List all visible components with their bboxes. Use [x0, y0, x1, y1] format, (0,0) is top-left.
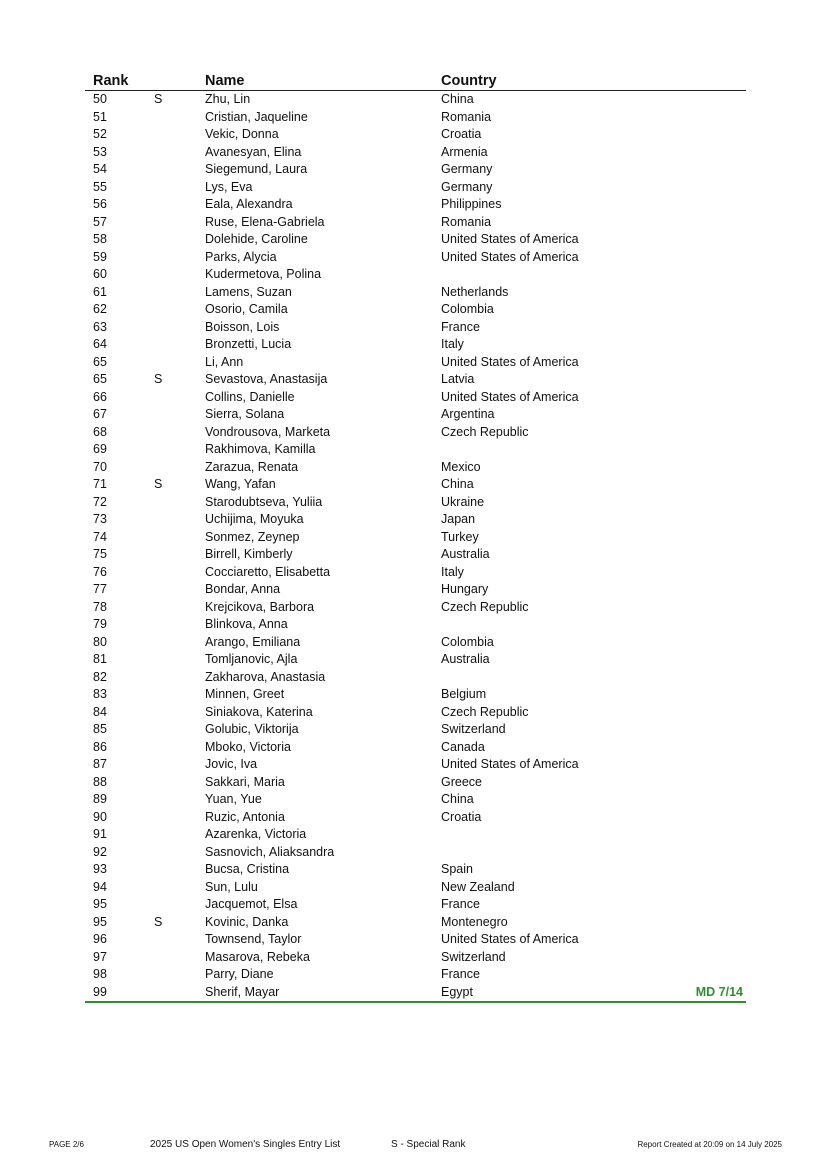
- rank-cell: 74: [93, 529, 107, 544]
- player-name-cell: Sherif, Mayar: [205, 984, 280, 999]
- table-row: [85, 739, 746, 757]
- rank-cell: 66: [93, 389, 107, 404]
- rank-cell: 64: [93, 337, 107, 351]
- table-row: [85, 686, 746, 704]
- table-row: [85, 231, 746, 249]
- country-cell: China: [441, 477, 474, 491]
- table-row: [85, 109, 746, 127]
- player-name-cell: Vondrousova, Marketa: [205, 424, 331, 439]
- special-rank-flag: S: [154, 477, 163, 491]
- country-cell: Mexico: [441, 459, 481, 474]
- rank-cell: 58: [93, 232, 107, 246]
- country-cell: Switzerland: [441, 722, 506, 736]
- table-body: [85, 91, 746, 1003]
- player-name-cell: Lys, Eva: [205, 179, 253, 194]
- table-row: [85, 494, 746, 512]
- country-cell: Montenegro: [441, 914, 508, 929]
- rank-cell: 51: [93, 109, 107, 124]
- country-cell: Philippines: [441, 197, 502, 211]
- player-name-cell: Cristian, Jaqueline: [205, 109, 308, 124]
- table-row: [85, 424, 746, 442]
- table-row: [85, 91, 746, 109]
- country-cell: Greece: [441, 774, 482, 789]
- table-row: [85, 389, 746, 407]
- table-row: [85, 196, 746, 214]
- rank-cell: 70: [93, 459, 107, 474]
- player-name-cell: Zakharova, Anastasia: [205, 669, 326, 684]
- player-name-cell: Siniakova, Katerina: [205, 704, 313, 719]
- table-row: [85, 879, 746, 897]
- country-cell: Turkey: [441, 529, 479, 544]
- player-name-cell: Osorio, Camila: [205, 302, 288, 316]
- table-row: [85, 301, 746, 319]
- table-row: [85, 861, 746, 879]
- player-name-cell: Sierra, Solana: [205, 407, 285, 421]
- rank-cell: 56: [93, 197, 107, 211]
- player-name-cell: Parks, Alycia: [205, 249, 277, 264]
- table-row: [85, 214, 746, 232]
- table-row: [85, 546, 746, 564]
- country-cell: United States of America: [441, 354, 579, 369]
- country-cell: Czech Republic: [441, 599, 529, 614]
- rank-cell: 76: [93, 564, 107, 579]
- player-name-cell: Birrell, Kimberly: [205, 547, 293, 561]
- player-name-cell: Wang, Yafan: [205, 477, 276, 491]
- country-cell: France: [441, 319, 480, 334]
- name-column-header: Name: [205, 73, 245, 89]
- table-row: [85, 511, 746, 529]
- player-name-cell: Collins, Danielle: [205, 389, 295, 404]
- country-cell: France: [441, 897, 480, 911]
- table-row: [85, 529, 746, 547]
- country-cell: United States of America: [441, 932, 579, 946]
- table-row: [85, 949, 746, 967]
- player-name-cell: Eala, Alexandra: [205, 197, 293, 211]
- table-row: [85, 371, 746, 389]
- rank-cell: 95: [93, 897, 107, 911]
- rank-cell: 61: [93, 284, 107, 299]
- rank-cell: 89: [93, 792, 107, 806]
- table-row: [85, 144, 746, 162]
- player-name-cell: Ruzic, Antonia: [205, 809, 285, 824]
- table-row: [85, 634, 746, 652]
- player-name-cell: Sasnovich, Aliaksandra: [205, 844, 335, 859]
- player-name-cell: Starodubtseva, Yuliia: [205, 494, 323, 509]
- player-name-cell: Kudermetova, Polina: [205, 267, 322, 281]
- table-row: [85, 126, 746, 144]
- table-row: [85, 826, 746, 844]
- rank-cell: 86: [93, 739, 107, 754]
- rank-cell: 91: [93, 827, 107, 841]
- table-row: [85, 476, 746, 494]
- country-cell: Romania: [441, 109, 492, 124]
- player-name-cell: Boisson, Lois: [205, 319, 280, 334]
- player-name-cell: Minnen, Greet: [205, 687, 285, 701]
- player-name-cell: Jacquemot, Elsa: [205, 897, 298, 911]
- table-row: [85, 599, 746, 617]
- rank-cell: 96: [93, 932, 107, 946]
- report-timestamp: Report Created at 20:09 on 14 July 2025: [637, 1140, 782, 1149]
- country-cell: Canada: [441, 739, 485, 754]
- player-name-cell: Yuan, Yue: [205, 792, 262, 806]
- table-row: [85, 704, 746, 722]
- country-cell: Italy: [441, 564, 464, 579]
- country-cell: Germany: [441, 162, 493, 176]
- player-name-cell: Cocciaretto, Elisabetta: [205, 564, 331, 579]
- country-cell: Egypt: [441, 984, 473, 999]
- country-cell: Netherlands: [441, 284, 509, 299]
- player-name-cell: Mboko, Victoria: [205, 739, 291, 754]
- rank-cell: 52: [93, 127, 107, 141]
- special-rank-legend: S - Special Rank: [391, 1139, 466, 1150]
- rank-cell: 99: [93, 984, 107, 999]
- table-row: [85, 896, 746, 914]
- rank-column-header: Rank: [93, 73, 129, 89]
- page-number: PAGE 2/6: [49, 1140, 84, 1149]
- rank-cell: 62: [93, 302, 107, 316]
- rank-cell: 78: [93, 599, 107, 614]
- player-name-cell: Blinkova, Anna: [205, 617, 288, 631]
- table-row: [85, 459, 746, 477]
- rank-cell: 83: [93, 687, 107, 701]
- player-name-cell: Krejcikova, Barbora: [205, 599, 315, 614]
- player-name-cell: Townsend, Taylor: [205, 932, 302, 946]
- player-name-cell: Ruse, Elena-Gabriela: [205, 214, 325, 229]
- rank-cell: 90: [93, 809, 107, 824]
- player-name-cell: Vekic, Donna: [205, 127, 279, 141]
- table-row: [85, 984, 746, 1002]
- country-cell: Spain: [441, 862, 473, 876]
- table-row: [85, 336, 746, 354]
- player-name-cell: Zarazua, Renata: [205, 459, 299, 474]
- country-cell: China: [441, 92, 474, 106]
- table-row: [85, 844, 746, 862]
- rank-cell: 97: [93, 949, 107, 964]
- rank-cell: 80: [93, 634, 107, 649]
- player-name-cell: Tomljanovic, Ajla: [205, 652, 298, 666]
- rank-cell: 73: [93, 512, 107, 526]
- country-column-header: Country: [441, 73, 497, 89]
- country-cell: Czech Republic: [441, 704, 529, 719]
- player-name-cell: Siegemund, Laura: [205, 162, 308, 176]
- rank-cell: 50: [93, 92, 107, 106]
- rank-cell: 60: [93, 267, 107, 281]
- country-cell: United States of America: [441, 757, 579, 771]
- country-cell: New Zealand: [441, 879, 515, 894]
- table-row: [85, 564, 746, 582]
- country-cell: Australia: [441, 547, 490, 561]
- country-cell: Germany: [441, 179, 493, 194]
- player-name-cell: Sonmez, Zeynep: [205, 529, 300, 544]
- table-row: [85, 284, 746, 302]
- player-name-cell: Kovinic, Danka: [205, 914, 289, 929]
- country-cell: Croatia: [441, 127, 482, 141]
- country-cell: United States of America: [441, 232, 579, 246]
- table-row: [85, 616, 746, 634]
- table-row: [85, 774, 746, 792]
- page-footer: [0, 1137, 828, 1153]
- document-title: 2025 US Open Women's Singles Entry List: [150, 1139, 341, 1150]
- country-cell: Ukraine: [441, 494, 485, 509]
- player-name-cell: Sevastova, Anastasija: [205, 372, 328, 386]
- rank-cell: 72: [93, 494, 107, 509]
- table-row: [85, 809, 746, 827]
- country-cell: Italy: [441, 337, 464, 351]
- rank-cell: 98: [93, 967, 107, 981]
- country-cell: Colombia: [441, 302, 494, 316]
- special-rank-flag: S: [154, 92, 163, 106]
- country-cell: Belgium: [441, 687, 487, 701]
- table-row: [85, 914, 746, 932]
- player-name-cell: Sakkari, Maria: [205, 774, 285, 789]
- special-rank-flag: S: [154, 372, 163, 386]
- rank-cell: 71: [93, 477, 107, 491]
- rank-cell: 68: [93, 424, 107, 439]
- player-name-cell: Li, Ann: [205, 354, 244, 369]
- country-cell: Armenia: [441, 144, 488, 159]
- country-cell: Switzerland: [441, 949, 506, 964]
- table-row: [85, 354, 746, 372]
- player-name-cell: Rakhimova, Kamilla: [205, 442, 316, 456]
- table-row: [85, 756, 746, 774]
- rank-cell: 93: [93, 862, 107, 876]
- country-cell: United States of America: [441, 389, 579, 404]
- rank-cell: 85: [93, 722, 107, 736]
- rank-cell: 55: [93, 179, 107, 194]
- rank-cell: 77: [93, 582, 107, 596]
- rank-cell: 59: [93, 249, 107, 264]
- player-name-cell: Sun, Lulu: [205, 879, 258, 894]
- table-row: [85, 651, 746, 669]
- table-row: [85, 179, 746, 197]
- table-row: [85, 441, 746, 459]
- table-row: [85, 406, 746, 424]
- main-draw-marker: MD 7/14: [695, 984, 743, 999]
- player-name-cell: Azarenka, Victoria: [205, 827, 307, 841]
- rank-cell: 84: [93, 704, 107, 719]
- table-row: [85, 669, 746, 687]
- rank-cell: 94: [93, 879, 107, 894]
- player-name-cell: Bucsa, Cristina: [205, 862, 290, 876]
- country-cell: Czech Republic: [441, 424, 529, 439]
- table-row: [85, 249, 746, 267]
- player-name-cell: Parry, Diane: [205, 967, 274, 981]
- country-cell: United States of America: [441, 249, 579, 264]
- country-cell: Romania: [441, 214, 492, 229]
- rank-cell: 65: [93, 354, 107, 369]
- player-name-cell: Arango, Emiliana: [205, 634, 301, 649]
- country-cell: France: [441, 967, 480, 981]
- country-cell: Australia: [441, 652, 490, 666]
- country-cell: Croatia: [441, 809, 482, 824]
- rank-cell: 53: [93, 144, 107, 159]
- rank-cell: 79: [93, 617, 107, 631]
- country-cell: Hungary: [441, 582, 489, 596]
- table-row: [85, 931, 746, 949]
- player-name-cell: Lamens, Suzan: [205, 284, 292, 299]
- player-name-cell: Bondar, Anna: [205, 582, 281, 596]
- table-header: [85, 72, 746, 91]
- rank-cell: 67: [93, 407, 107, 421]
- special-rank-flag: S: [154, 914, 163, 929]
- rank-cell: 54: [93, 162, 107, 176]
- table-row: [85, 266, 746, 284]
- country-cell: Latvia: [441, 372, 475, 386]
- country-cell: China: [441, 792, 474, 806]
- rank-cell: 69: [93, 442, 107, 456]
- rank-cell: 88: [93, 774, 107, 789]
- table-row: [85, 161, 746, 179]
- player-name-cell: Dolehide, Caroline: [205, 232, 308, 246]
- table-row: [85, 966, 746, 984]
- player-name-cell: Bronzetti, Lucia: [205, 337, 292, 351]
- player-name-cell: Golubic, Viktorija: [205, 722, 299, 736]
- rank-cell: 65: [93, 372, 107, 386]
- rank-cell: 87: [93, 757, 107, 771]
- player-name-cell: Avanesyan, Elina: [205, 144, 302, 159]
- country-cell: Argentina: [441, 407, 495, 421]
- rank-cell: 57: [93, 214, 107, 229]
- rank-cell: 95: [93, 914, 107, 929]
- player-name-cell: Uchijima, Moyuka: [205, 512, 304, 526]
- player-name-cell: Masarova, Rebeka: [205, 949, 310, 964]
- entry-list-table: [85, 72, 746, 1003]
- rank-cell: 81: [93, 652, 107, 666]
- table-row: [85, 791, 746, 809]
- rank-cell: 75: [93, 547, 107, 561]
- rank-cell: 92: [93, 844, 107, 859]
- rank-cell: 82: [93, 669, 107, 684]
- country-cell: Japan: [441, 512, 476, 526]
- player-name-cell: Jovic, Iva: [205, 757, 258, 771]
- country-cell: Colombia: [441, 634, 494, 649]
- table-row: [85, 581, 746, 599]
- table-row: [85, 721, 746, 739]
- table-row: [85, 319, 746, 337]
- rank-cell: 63: [93, 319, 107, 334]
- player-name-cell: Zhu, Lin: [205, 92, 251, 106]
